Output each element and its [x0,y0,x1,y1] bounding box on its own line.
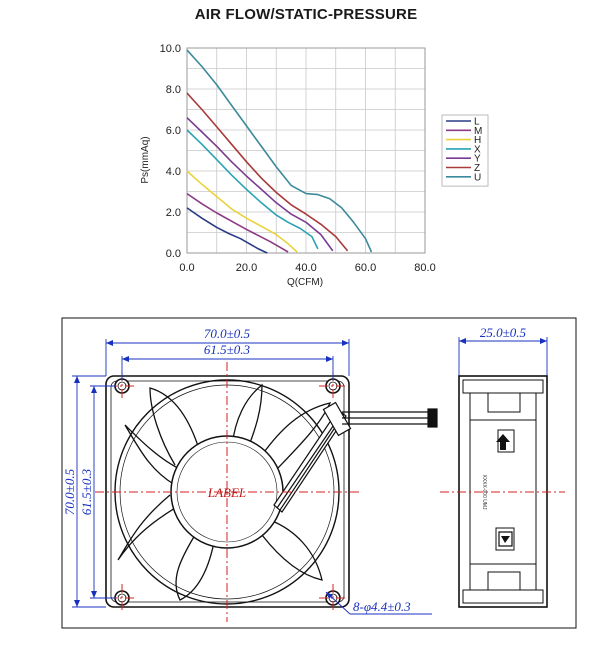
dim-height-outer: 70.0±0.5 [62,468,77,516]
x-tick-label: 40.0 [295,262,317,274]
x-tick-label: 80.0 [414,262,436,274]
side-dimensions [459,337,547,376]
dim-width-holes: 61.5±0.3 [203,342,251,357]
y-tick-label: 10.0 [159,43,181,55]
chart [140,43,488,288]
x-tick-label: 60.0 [354,262,377,274]
y-tick-label: 0.0 [165,248,181,260]
legend-label-H: H [474,135,482,147]
chart-title: AIR FLOW/STATIC-PRESSURE [194,6,418,23]
dim-width-outer: 70.0±0.5 [203,326,251,341]
side-view [440,325,565,607]
y-tick-label: 8.0 [165,84,181,96]
legend-label-L: L [474,116,480,128]
dim-height-holes: 61.5±0.3 [79,468,94,516]
y-tick-label: 2.0 [165,207,181,219]
chart-tick-labels [160,43,436,274]
dim-hole-note: 8-φ4.4±0.3 [353,599,411,614]
y-tick-label: 4.0 [165,166,181,178]
chart-series [187,50,372,253]
x-axis-label: Q(CFM) [286,277,324,288]
legend-label-U: U [474,172,482,184]
series-line-L [187,208,267,253]
legend-label-Y: Y [474,153,481,165]
drawing-border [62,318,576,628]
legend-label-Z: Z [474,163,481,174]
fan-drawing [62,318,576,628]
series-line-M [187,194,288,252]
fan-cable [323,403,437,436]
y-axis-label: Ps(mmAq) [140,136,151,184]
side-print-text: XXXX-000 UMJ [481,474,487,510]
series-line-U [187,50,372,252]
series-line-Y [187,118,333,251]
dim-depth: 25.0±0.5 [479,325,527,340]
front-view [62,326,437,622]
series-line-Z [187,93,348,251]
legend-label-M: M [474,125,483,137]
x-tick-label: 20.0 [235,262,258,274]
chart-legend [442,115,488,186]
y-tick-label: 6.0 [165,125,181,137]
x-tick-label: 0.0 [179,262,195,274]
label-area: LABEL [207,485,247,500]
legend-label-X: X [474,144,481,156]
